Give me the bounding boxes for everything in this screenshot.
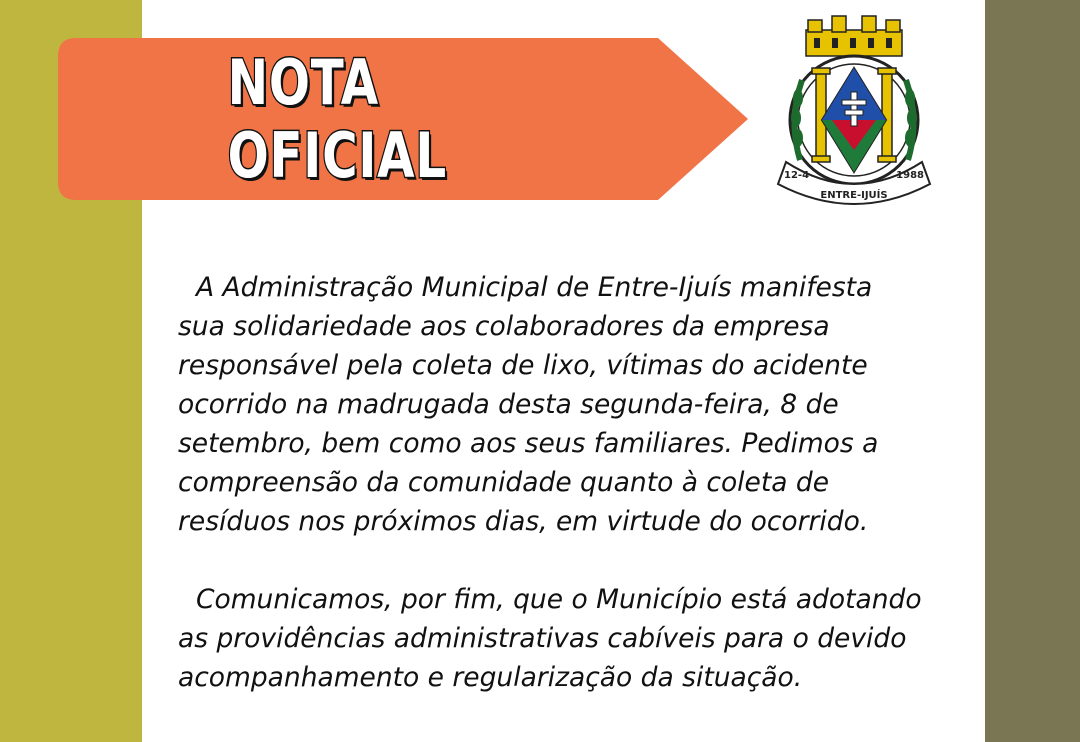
crest-ribbon-right: 1988 [896, 170, 924, 181]
crest-ribbon-left: 12-4 [784, 170, 810, 181]
paragraph-1-text: A Administração Municipal de Entre-Ijuís manifesta sua solidariedade aos colaboradores da empresa responsável pela coleta de lixo, vítimas do acidente ocorrido na madrugada desta segunda-feira, 8 de setembro, bem como aos seus familiares. Pedimos a compreensão da comunidade quanto à coleta de resíduos nos próximos dias, em virtude do ocorrido. [178, 272, 879, 537]
official-note-body [178, 268, 978, 697]
crest-ribbon-center: ENTRE-IJUÍS [820, 190, 888, 201]
municipal-coat-of-arms-icon [770, 10, 938, 210]
paragraph-1 [178, 268, 978, 541]
paragraph-2-text: Comunicamos, por fim, que o Município está adotando as providências administrativas cabíveis para o devido acompanhamento e regularização da situação. [178, 584, 922, 693]
title-banner [58, 38, 748, 200]
page-title: NOTA OFICIAL [227, 46, 447, 192]
paragraph-2 [178, 580, 978, 697]
right-decorative-stripe [985, 0, 1080, 742]
crest [770, 10, 938, 210]
